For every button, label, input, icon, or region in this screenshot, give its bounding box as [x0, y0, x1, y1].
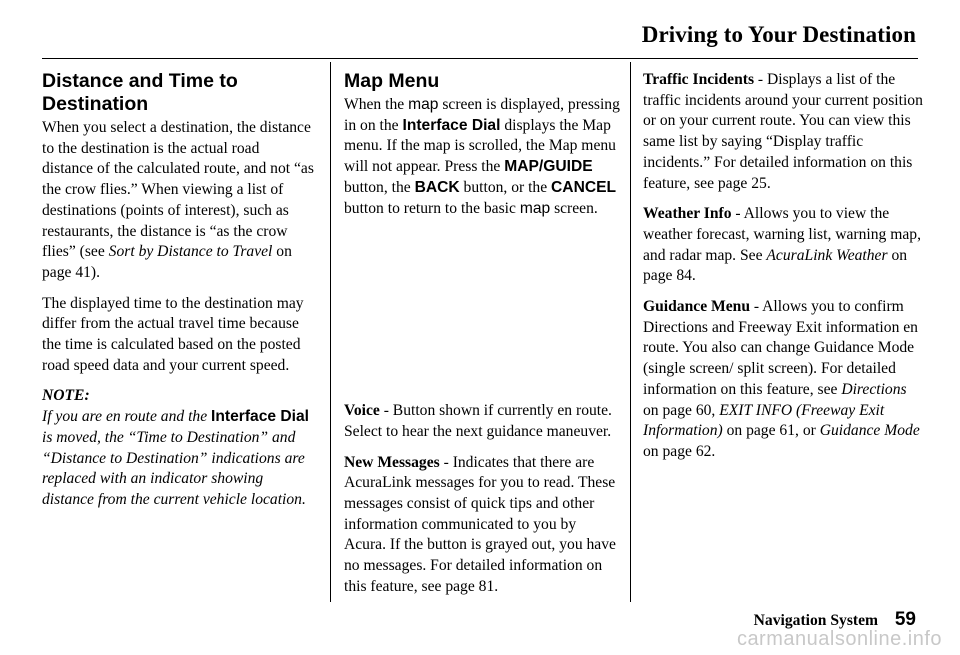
column-1	[42, 70, 314, 521]
item-voice: Voice - Button shown if currently en route. Select to hear the next guidance maneuver.	[344, 402, 612, 440]
column-divider-2	[630, 62, 631, 602]
item-new-messages: New Messages - Indicates that there are AcuraLink messages for you to read. These messages consist of quick tips and other information communicated to you by Acura. If the button is grayed out, you have no messages. For detailed information on this feature, see page 81.	[344, 453, 616, 595]
section-heading-map-menu: Map Menu	[344, 70, 440, 92]
screen-name-map: map	[408, 96, 439, 113]
cross-ref-acuralink-weather: AcuraLink Weather	[766, 246, 888, 264]
page-header-title: Driving to Your Destination	[641, 22, 916, 47]
term-voice: Voice	[344, 402, 380, 420]
item-guidance-menu: Guidance Menu - Allows you to confirm Directions and Freeway Exit information en route. You also can change Guidance Mode (single screen/ split screen). For detailed information on this feature, see Directions on page 60, EXIT INFO (Freeway Exit Information) on page 61, or Guidance Mode on page 62.	[643, 298, 920, 460]
control-name-interface-dial: Interface Dial	[402, 116, 501, 134]
page-number: 59	[894, 609, 916, 630]
control-name-interface-dial: Interface Dial	[211, 408, 309, 426]
figure-space	[344, 229, 620, 401]
column-divider-1	[330, 62, 331, 602]
item-traffic-incidents: Traffic Incidents - Displays a list of the traffic incidents around your current position or on your current route. You can view this same list by saying “Display traffic incidents.” For detailed information on this feature, see page 25.	[643, 71, 923, 192]
note-label: NOTE:	[42, 387, 90, 405]
screen-name-map: map	[519, 199, 551, 217]
cross-ref-directions: Directions	[841, 380, 907, 398]
button-name-cancel: CANCEL	[551, 178, 617, 196]
paragraph-distance: When you select a destination, the distance to the destination is the actual road distance of the calculated route, and not “as the crow flies.” When viewing a list of destinations (points of interest), such as restaurants, the distance is “as the crow flies” (see Sort by Distance to Travel on page 41).	[42, 119, 314, 281]
button-name-map-guide: MAP/GUIDE	[504, 158, 593, 176]
cross-ref-guidance-mode: Guidance Mode	[819, 422, 920, 440]
paragraph-time: The displayed time to the destination may differ from the actual travel time because the time is calculated based on the posted road speed data and your current speed.	[42, 294, 304, 374]
column-2	[344, 70, 620, 608]
term-new-messages: New Messages	[344, 453, 440, 471]
term-weather-info: Weather Info	[643, 205, 732, 223]
watermark: carmanualsonline.info	[736, 628, 942, 650]
button-name-back: BACK	[414, 178, 460, 196]
header-rule	[42, 58, 918, 59]
cross-ref-exit-info: EXIT INFO (Freeway Exit Information)	[643, 401, 885, 440]
term-traffic-incidents: Traffic Incidents	[643, 71, 755, 88]
footer-section-label: Navigation System	[753, 612, 878, 629]
column-3	[643, 70, 923, 473]
term-guidance-menu: Guidance Menu	[643, 298, 751, 316]
cross-ref-sort-by-distance: Sort by Distance to Travel	[108, 243, 273, 261]
section-heading-distance-time: Distance and Time to Destination	[42, 70, 238, 115]
note-block: NOTE: If you are en route and the Interface Dial is moved, the “Time to Destination” and “Distance to Destination” indications are replaced with an indicator showing distance from the current vehicle location.	[42, 387, 309, 508]
item-weather-info: Weather Info - Allows you to view the weather forecast, warning list, warning map, and radar map. See AcuraLink Weather on page 84.	[643, 205, 921, 285]
paragraph-map-menu: When the map screen is displayed, pressing in on the Interface Dial displays the Map menu. If the map is scrolled, the Map menu will not appear. Press the MAP/GUIDE button, the BACK button, or the CANCEL button to return to the basic map screen.	[344, 96, 620, 217]
